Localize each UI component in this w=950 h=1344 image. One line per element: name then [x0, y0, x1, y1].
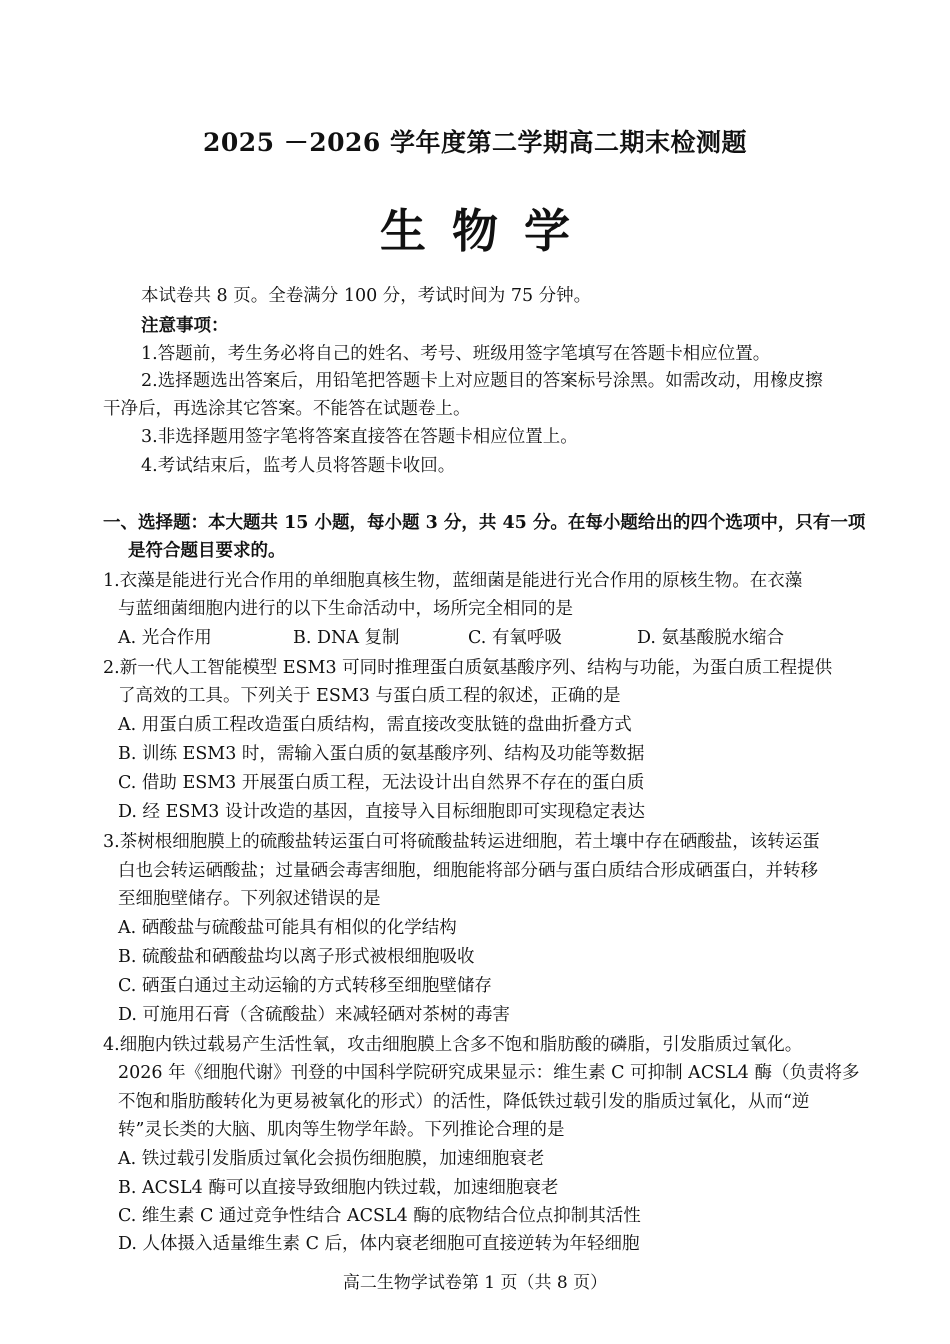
page-footer: 高二生物学试卷第 1 页（共 8 页）: [342, 1273, 608, 1293]
option-d: D. 经 ESM3 设计改造的基因，直接导入目标细胞即可实现稳定表达: [118, 802, 645, 822]
question-stem: 至细胞壁储存。下列叙述错误的是: [118, 889, 381, 909]
question-stem: 与蓝细菌细胞内进行的以下生命活动中，场所完全相同的是: [118, 599, 573, 619]
question-stem: 了高效的工具。下列关于 ESM3 与蛋白质工程的叙述，正确的是: [118, 686, 621, 706]
option-b: B. DNA 复制: [293, 628, 400, 648]
notice-heading: 注意事项：: [141, 316, 229, 336]
notice-item: 3.非选择题用签字笔将答案直接答在答题卡相应位置上。: [141, 427, 578, 447]
option-c: C. 维生素 C 通过竞争性结合 ACSL4 酶的底物结合位点抑制其活性: [118, 1206, 641, 1226]
option-b: B. ACSL4 酶可以直接导致细胞内铁过载，加速细胞衰老: [118, 1178, 559, 1198]
option-a: A. 硒酸盐与硫酸盐可能具有相似的化学结构: [118, 918, 457, 938]
section-heading: 一、选择题：本大题共 15 小题，每小题 3 分，共 45 分。在每小题给出的四个选项中，只有一项: [103, 513, 866, 533]
question-stem: 不饱和脂肪酸转化为更易被氧化的形式）的活性，降低铁过载引发的脂质过氧化，从而“逆: [118, 1092, 810, 1112]
option-c: C. 硒蛋白通过主动运输的方式转移至细胞壁储存: [118, 976, 492, 996]
exam-summary: 本试卷共 8 页。全卷满分 100 分，考试时间为 75 分钟。: [141, 286, 592, 306]
option-b: B. 硫酸盐和硒酸盐均以离子形式被根细胞吸收: [118, 947, 475, 967]
question-stem: 1.衣藻是能进行光合作用的单细胞真核生物，蓝细菌是能进行光合作用的原核生物。在衣藻: [103, 571, 803, 591]
option-a: A. 用蛋白质工程改造蛋白质结构，需直接改变肽链的盘曲折叠方式: [118, 715, 632, 735]
section-heading: 是符合题目要求的。: [128, 541, 286, 561]
option-c: C. 有氧呼吸: [468, 628, 562, 648]
question-stem: 白也会转运硒酸盐；过量硒会毒害细胞，细胞能将部分硒与蛋白质结合形成硒蛋白，并转移: [118, 861, 818, 881]
question-stem: 3.茶树根细胞膜上的硫酸盐转运蛋白可将硫酸盐转运进细胞，若土壤中存在硒酸盐，该转运蛋: [103, 832, 820, 852]
question-stem: 转”灵长类的大脑、肌肉等生物学年龄。下列推论合理的是: [118, 1120, 565, 1140]
option-d: D. 人体摄入适量维生素 C 后，体内衰老细胞可直接逆转为年轻细胞: [118, 1234, 640, 1254]
question-stem: 4.细胞内铁过载易产生活性氧，攻击细胞膜上含多不饱和脂肪酸的磷脂，引发脂质过氧化。: [103, 1035, 803, 1055]
option-a: A. 光合作用: [118, 628, 212, 648]
option-d: D. 氨基酸脱水缩合: [637, 628, 785, 648]
option-c: C. 借助 ESM3 开展蛋白质工程，无法设计出自然界不存在的蛋白质: [118, 773, 645, 793]
notice-item: 1.答题前，考生务必将自己的姓名、考号、班级用签字笔填写在答题卡相应位置。: [141, 344, 771, 364]
question-stem: 2026 年《细胞代谢》刊登的中国科学院研究成果显示：维生素 C 可抑制 ACSL4 酶（负责将多: [118, 1063, 860, 1083]
notice-item: 干净后，再选涂其它答案。不能答在试题卷上。: [103, 399, 471, 419]
option-a: A. 铁过载引发脂质过氧化会损伤细胞膜，加速细胞衰老: [118, 1149, 545, 1169]
notice-item: 2.选择题选出答案后，用铅笔把答题卡上对应题目的答案标号涂黑。如需改动，用橡皮擦: [141, 371, 823, 391]
notice-item: 4.考试结束后，监考人员将答题卡收回。: [141, 456, 456, 476]
question-stem: 2.新一代人工智能模型 ESM3 可同时推理蛋白质氨基酸序列、结构与功能，为蛋白质工程提供: [103, 658, 833, 678]
option-d: D. 可施用石膏（含硫酸盐）来减轻硒对茶树的毒害: [118, 1005, 511, 1025]
exam-title: 2025 －2026 学年度第二学期高二期末检测题: [202, 128, 748, 157]
option-b: B. 训练 ESM3 时，需输入蛋白质的氨基酸序列、结构及功能等数据: [118, 744, 645, 764]
subject-title: 生物学: [380, 204, 596, 258]
